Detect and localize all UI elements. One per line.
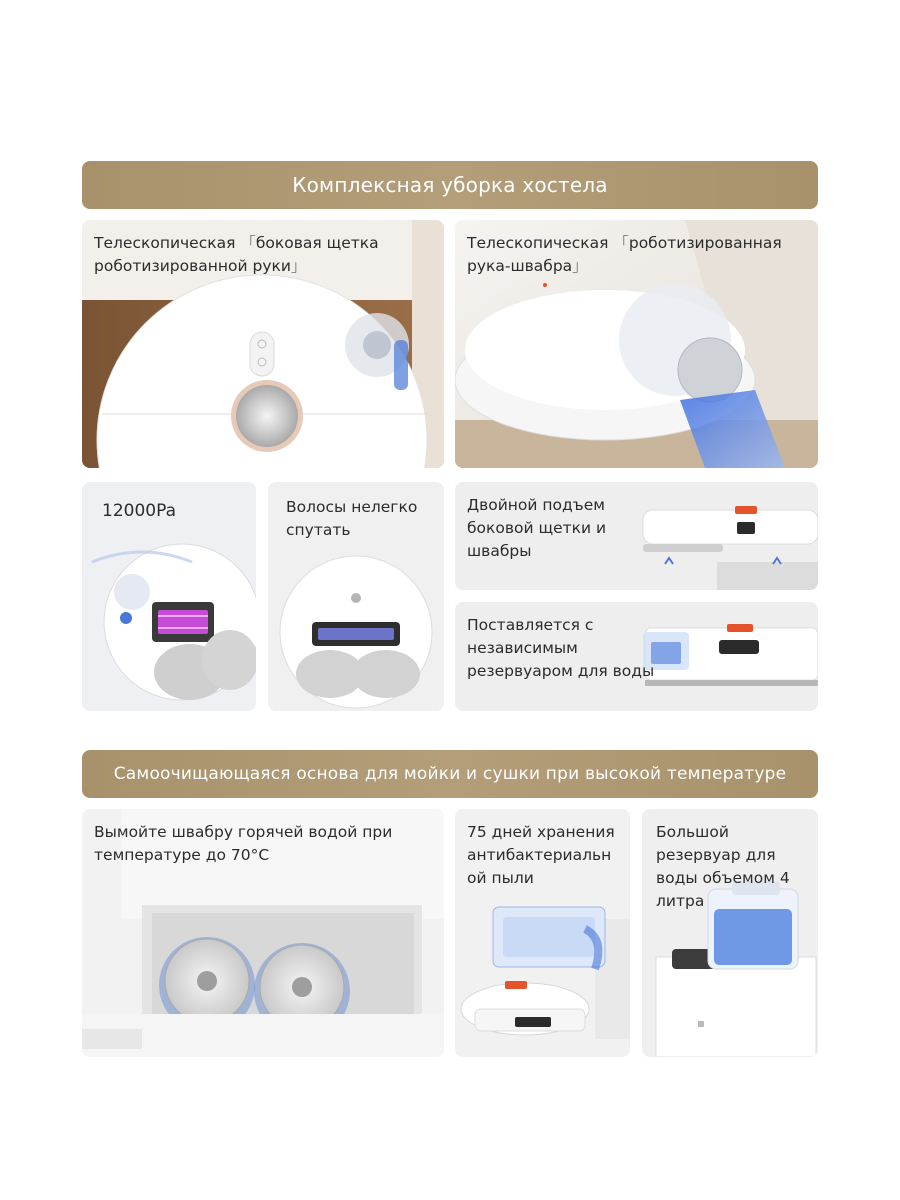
card-hair [268, 482, 444, 711]
hot-wash-caption: Вымойте швабру горячей водой при температуре до 70°C [94, 823, 393, 864]
water-tank-caption: Поставляется с независимым резервуаром для воды [467, 616, 655, 680]
card-suction [82, 482, 256, 711]
card-double-lift [455, 482, 818, 590]
card-hot-wash [82, 809, 444, 1057]
section2-banner [82, 750, 818, 798]
mop-arm-caption: Телескопическая 「роботизированная рука-швабра」 [467, 234, 782, 275]
big-tank-caption: Большой резервуар для воды объемом 4 литра [656, 823, 790, 910]
card-mop-arm [455, 220, 818, 468]
suction-caption: 12000Pa [102, 501, 176, 521]
side-brush-arm-caption: Телескопическая 「боковая щетка роботизированной руки」 [94, 234, 379, 275]
hair-caption: Волосы нелегко спутать [286, 498, 418, 539]
card-side-brush-arm [82, 220, 444, 468]
section1-title: Комплексная уборка хостела [292, 173, 608, 197]
double-lift-caption: Двойной подъем боковой щетки и швабры [467, 496, 607, 560]
card-big-tank [642, 809, 818, 1057]
card-water-tank [455, 602, 818, 711]
card-dust-storage [455, 809, 630, 1057]
dust-storage-caption: 75 дней хранения антибактериальн ой пыли [467, 823, 615, 887]
section1-banner [82, 161, 818, 209]
section2-title: Самоочищающаяся основа для мойки и сушки при высокой температуре [113, 764, 787, 784]
